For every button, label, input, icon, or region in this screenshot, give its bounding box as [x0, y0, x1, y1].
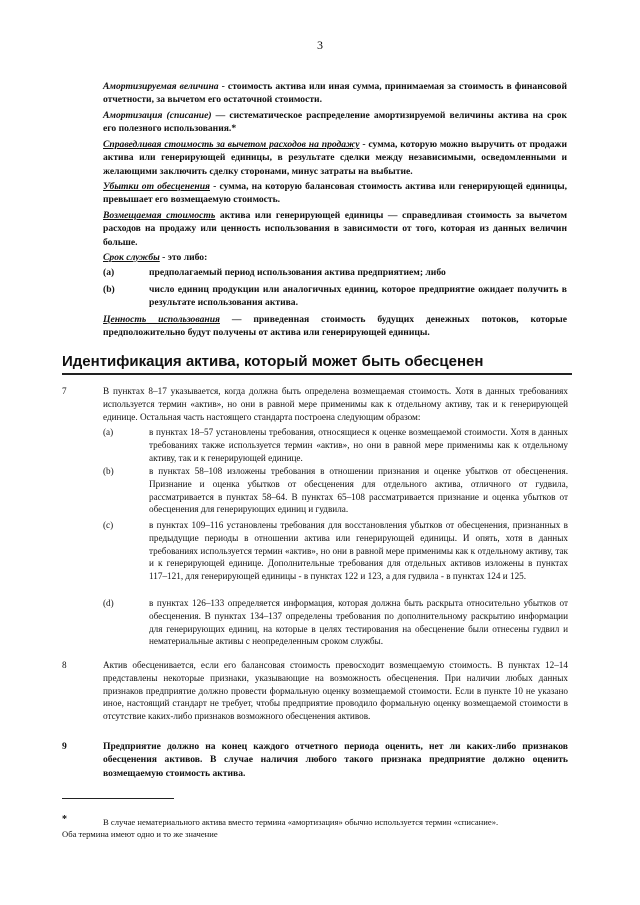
- definition-recoverable-amount: [103, 209, 567, 249]
- paragraph-9: [62, 740, 568, 780]
- definition-text: - стоимость актива или иная сумма, принимаемая за стоимость в финансовой отчетности, за вычетом его остаточной стоимости.: [103, 81, 567, 106]
- paragraph-number: 8: [62, 660, 67, 670]
- footnote-line: Оба термина имеют одно и то же значение: [62, 829, 218, 839]
- page-number: 3: [317, 38, 323, 52]
- item-label: (a): [103, 267, 115, 278]
- item-label: (b): [103, 284, 115, 295]
- list-item-a: [103, 426, 568, 464]
- footnote-line: В случае нематериального актива вместо термина «амортизация» обычно используется термин «списание».: [103, 817, 499, 827]
- paragraph-number: 9: [62, 741, 67, 752]
- footnote-mark: *: [62, 814, 67, 825]
- paragraph-text: В пунктах 8–17 указывается, когда должна быть определена возмещаемая стоимость. Хотя в данных требованиях используется термин «актив», но они в равной мере применимы как к отдельному активу, так и к генерирующей единице. Остальная часть настоящего стандарта построена следующим образом:: [103, 386, 568, 422]
- item-text: в пунктах 109–116 установлены требования для восстановления убытков от обесценения, признанных в предыдущие периоды в отношении актива или генерирующей единицы. И опять, хотя в данных требованиях используется термин «актив», но они в равной мере применимы как к отдельному активу, так и к генерирующей единице. Дополнительные требования для отдельных активов изложены в пунктах 117–121, для генерирующей единицы - в пунктах 122 и 123, а для гудвила - в пунктах 124 и 125.: [149, 520, 568, 582]
- definition-text: - сумма, на которую балансовая стоимость актива или генерирующей единицы, превышает его возмещаемую стоимость.: [103, 181, 567, 206]
- heading-rule: [62, 373, 572, 375]
- paragraph-text: Предприятие должно на конец каждого отчетного периода оценить, нет ли каких-либо признаков обесценения активов. В случае наличия любого такого признака предприятие должно оценить возмещаемую стоимость актива.: [103, 741, 568, 779]
- definition-term: Возмещаемая стоимость: [103, 210, 216, 221]
- item-text: в пунктах 58–108 изложены требования в отношении признания и оценке убытков от обесценения. Признание и оценка убытков от обесценения для отдельного актива, отличного от гудвила, рассматривается в пунктах 58–64. В пунктах 65–108 рассматривается признание и оценка убытков от обесценения для генерирующих единиц и гудвила.: [149, 466, 568, 515]
- useful-life-item: [103, 283, 567, 310]
- item-label: (d): [103, 598, 114, 608]
- definition-term: Убытки от обесценения: [103, 181, 210, 192]
- definition-fair-value: [103, 138, 567, 178]
- definition-term: Амортизируемая величина: [103, 81, 219, 92]
- list-item-c: [103, 519, 568, 583]
- definition-term: Срок службы: [103, 252, 160, 263]
- list-item-d: [103, 597, 568, 648]
- definition-text: — систематическое распределение амортизируемой величины актива на срок его полезного использования.*: [103, 110, 567, 135]
- paragraph-text: Актив обесценивается, если его балансовая стоимость превосходит возмещаемую стоимость. В пунктах 12–14 представлены некоторые признаки, указывающие на возможность обесценения. При наличии любых данных признаков предприятие должно провести формальную оценку возмещаемой стоимости. Если в пункте 10 не указано иное, настоящий стандарт не требует, чтобы предприятие проводило формальную оценку возмещаемой стоимости в отсутствие каких-либо признаков возможного обесценения активов.: [103, 660, 568, 722]
- item-label: (a): [103, 427, 114, 437]
- paragraph-7: [62, 385, 568, 423]
- item-text: в пунктах 18–57 установлены требования, относящиеся к оценке возмещаемой стоимости. Хотя в данных требованиях также используется термин «актив», но они в равной мере применимы как к отдельному активу, так и к генерирующей единице.: [149, 427, 568, 463]
- footnote-separator: [62, 798, 174, 799]
- definition-text: — приведенная стоимость будущих денежных потоков, которые предположительно будут получены от актива или генерирующей единицы.: [103, 314, 567, 339]
- item-text: в пунктах 126–133 определяется информация, которая должна быть раскрыта относительно убытков от обесценения. В пунктах 134–137 определены требования по дополнительному раскрытию информации для генерирующих единиц, на которые в целях тестирования на обесценение были отнесены гудвил и нематериальные активы с неопределенным сроком службы.: [149, 598, 568, 647]
- paragraph-8: [62, 659, 568, 723]
- footnote: [62, 816, 572, 840]
- useful-life-item: [103, 266, 567, 279]
- definition-depreciable-amount: [103, 80, 567, 107]
- definition-term: Амортизация (списание): [103, 110, 212, 121]
- list-item-b: [103, 465, 568, 516]
- definition-text: - это либо:: [159, 252, 208, 263]
- section-heading: Идентификация актива, который может быть обесценен: [62, 353, 484, 370]
- item-label: (b): [103, 466, 114, 476]
- definition-term: Справедливая стоимость за вычетом расходов на продажу: [103, 139, 360, 150]
- definition-depreciation: [103, 109, 567, 136]
- definition-text: актива или генерирующей единицы — справедливая стоимость за вычетом расходов на продажу или ценность использования в зависимости от того, которая из данных величин больше.: [103, 210, 568, 248]
- paragraph-number: 7: [62, 386, 67, 396]
- definition-text: - сумма, которую можно выручить от продажи актива или генерирующей единицы, в результате сделки между независимыми, осведомленными и желающими заключить сделку сторонами, минус затраты на выбытие.: [103, 139, 567, 177]
- item-text: число единиц продукции или аналогичных единиц, которое предприятие ожидает получить в результате использования актива.: [149, 284, 567, 309]
- definition-useful-life: [103, 251, 567, 264]
- item-label: (c): [103, 520, 114, 530]
- item-text: предполагаемый период использования актива предприятием; либо: [149, 267, 446, 278]
- definition-impairment-loss: [103, 180, 567, 207]
- definition-value-in-use: [103, 313, 567, 340]
- definition-term: Ценность использования: [103, 314, 220, 325]
